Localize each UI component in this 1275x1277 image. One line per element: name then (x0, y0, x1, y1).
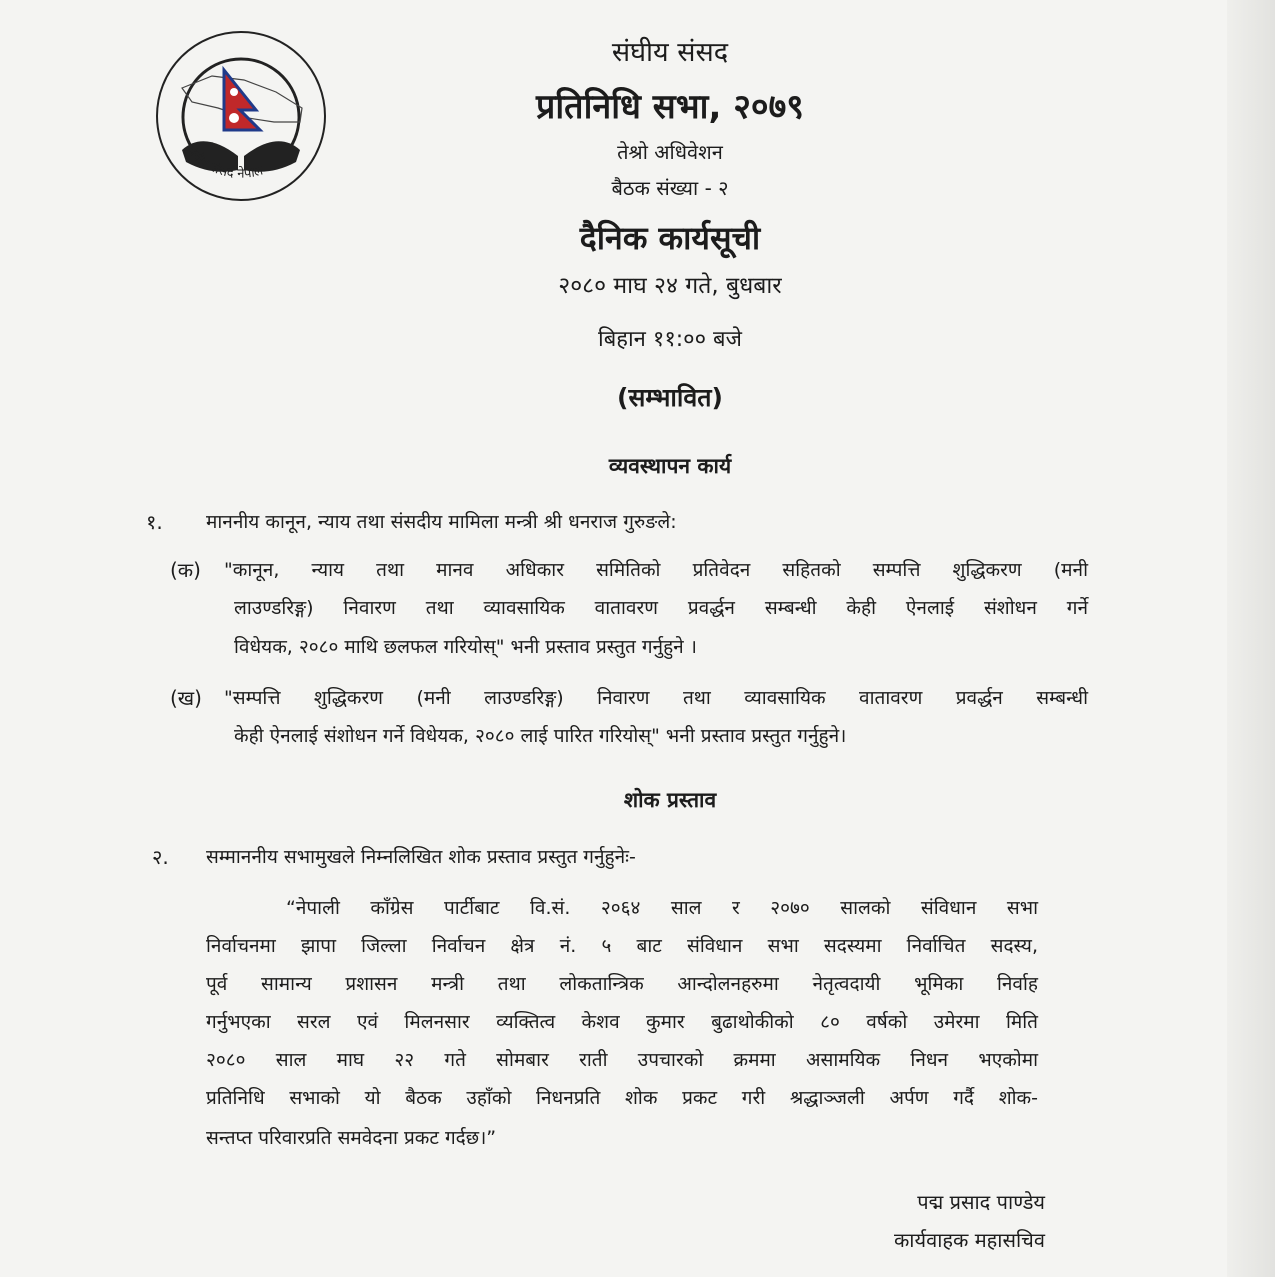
quote-line: प्रतिनिधि सभाको यो बैठक उहाँको निधनप्रति शोक प्रकट गरी श्रद्धाञ्जली अर्पण गर्दै शोक- (206, 1087, 1038, 1109)
legislative-heading: व्यवस्थापन कार्य (608, 454, 732, 478)
signatory-name: पद्म प्रसाद पाण्डेय (917, 1190, 1045, 1214)
sub-item-a-line: लाउण्डरिङ्ग) निवारण तथा व्यावसायिक वातावरण प्रवर्द्धन सम्बन्धी केही ऐनलाई संशोधन गर्ने (234, 597, 1088, 619)
quote-line: “नेपाली काँग्रेस पार्टीबाट वि.सं. २०६४ साल र २०७० सालको संविधान सभा (286, 897, 1038, 919)
sub-item-a-line: विधेयक, २०८० माथि छलफल गरियोस्" भनी प्रस्ताव प्रस्तुत गर्नुहुने । (234, 636, 697, 658)
quote-line: गर्नुभएका सरल एवं मिलनसार व्यक्तित्व केशव कुमार बुढाथोकीको ८० वर्षको उमेरमा मिति (206, 1011, 1038, 1033)
meeting-date: २०८० माघ २४ गते, बुधबार (558, 273, 782, 299)
item-2-number: २. (152, 845, 169, 869)
sub-item-b-label: (ख) (170, 686, 202, 710)
sub-item-b-line: "सम्पत्ति शुद्धिकरण (मनी लाउण्डरिङ्ग) निवारण तथा व्यावसायिक वातावरण प्रवर्द्धन सम्बन्धी (224, 687, 1088, 709)
house-name: प्रतिनिधि सभा, २०७९ (536, 87, 804, 127)
item-2-text: सम्माननीय सभामुखले निम्नलिखित शोक प्रस्ताव प्रस्तुत गर्नुहुनेः- (206, 846, 636, 868)
emblem-text: संघीय संसद नेपाल (182, 143, 265, 182)
signatory-designation: कार्यवाहक महासचिव (893, 1228, 1045, 1252)
meeting-time: बिहान ११:०० बजे (598, 327, 742, 352)
quote-line: पूर्व सामान्य प्रशासन मन्त्री तथा लोकतान्त्रिक आन्दोलनहरुमा नेतृत्वदायी भूमिका निर्वाह (206, 973, 1038, 995)
condolence-heading: शोक प्रस्ताव (623, 788, 717, 812)
page-title: दैनिक कार्यसूची (579, 219, 761, 257)
meeting-number: बैठक संख्या - २ (611, 176, 729, 200)
parliament-emblem-icon (152, 30, 330, 202)
sub-item-a-label: (क) (170, 558, 201, 582)
quote-line: निर्वाचनमा झापा जिल्ला निर्वाचन क्षेत्र नं. ५ बाट संविधान सभा सदस्यमा निर्वाचित सदस्य, (206, 935, 1038, 957)
item-1-text: माननीय कानून, न्याय तथा संसदीय मामिला मन्त्री श्री धनराज गुरुङले: (206, 511, 677, 533)
paper-edge (1227, 0, 1275, 1277)
quote-line: सन्तप्त परिवारप्रति समवेदना प्रकट गर्दछ।” (206, 1127, 497, 1149)
sub-item-b-line: केही ऐनलाई संशोधन गर्ने विधेयक, २०८० लाई पारित गरियोस्" भनी प्रस्ताव प्रस्तुत गर्नुहुने। (234, 725, 847, 747)
sub-item-a-line: "कानून, न्याय तथा मानव अधिकार समितिको प्रतिवेदन सहितको सम्पत्ति शुद्धिकरण (मनी (224, 559, 1088, 581)
status-label: (सम्भावित) (617, 383, 723, 412)
quote-line: २०८० साल माघ २२ गते सोमबार राती उपचारको क्रममा असामयिक निधन भएकोमा (206, 1049, 1038, 1071)
parliament-name: संघीय संसद (611, 37, 729, 68)
item-1-number: १. (146, 510, 163, 534)
session: तेश्रो अधिवेशन (617, 140, 723, 164)
